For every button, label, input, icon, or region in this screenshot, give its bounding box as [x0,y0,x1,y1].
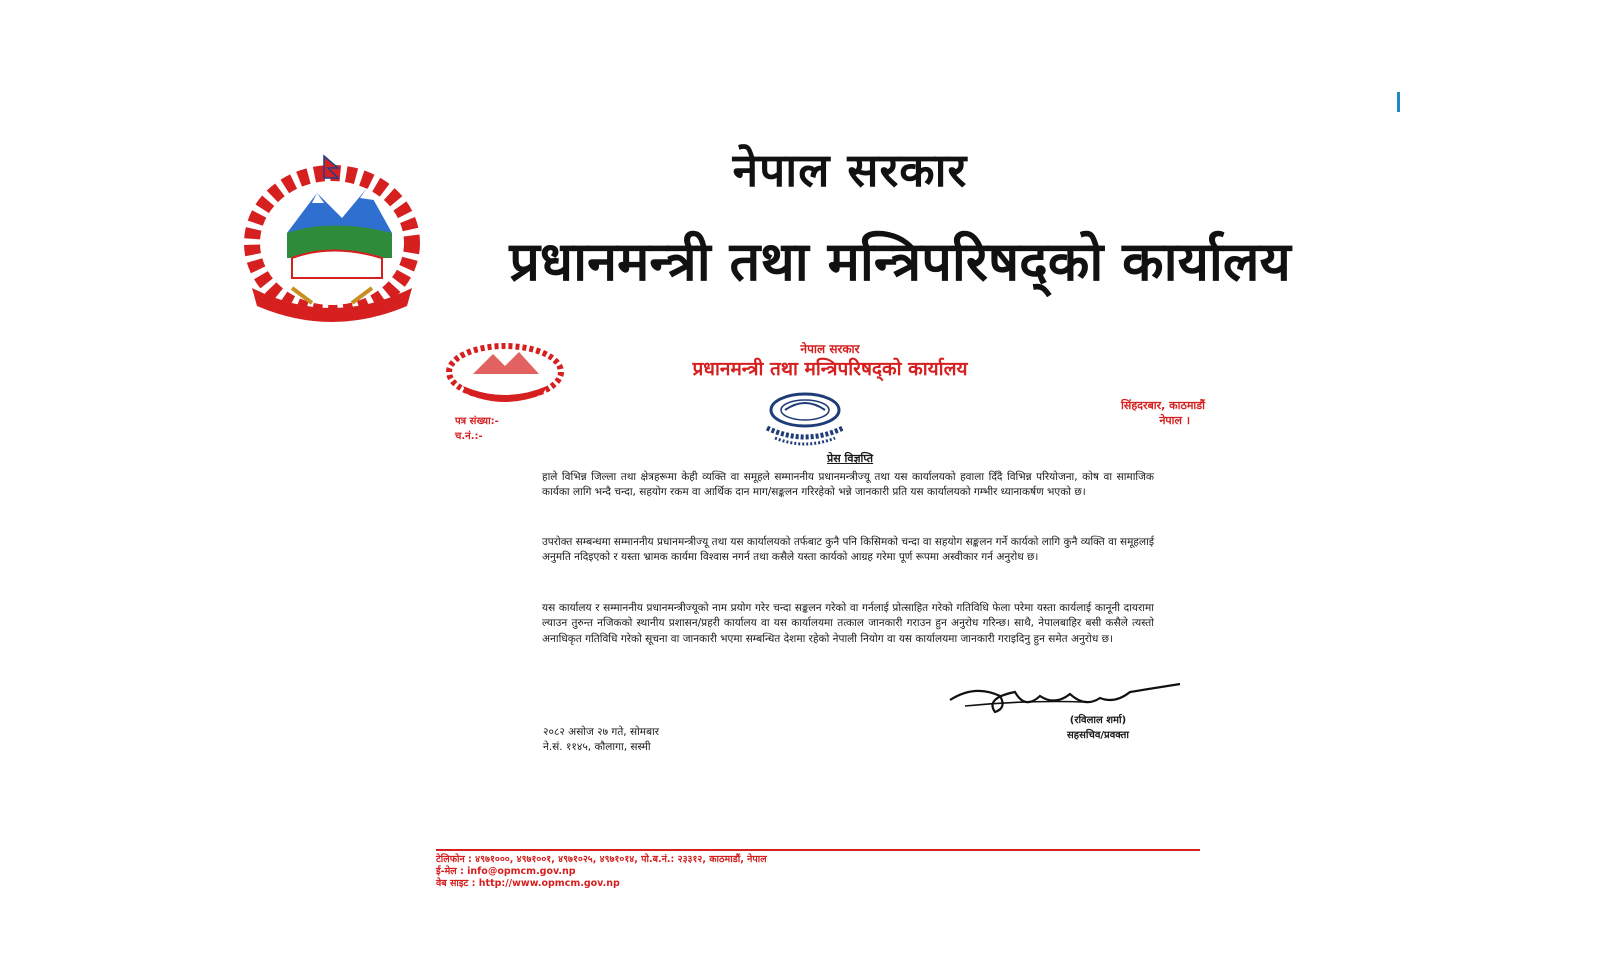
letter-number-label: पत्र संख्या:- [455,416,499,427]
letterhead-emblem-icon [443,340,567,404]
footer-website-link[interactable]: वेब साइट : http://www.opmcm.gov.np [436,878,620,889]
dispatch-number-label: च.नं.:- [455,431,483,442]
letterhead-address-line1: सिंहदरबार, काठमाडौं [1121,399,1205,412]
notice-date-ns: ने.सं. ११४५, कौलागा, सस्मी [543,741,651,753]
footer-email-link[interactable]: ई-मेल : info@opmcm.gov.np [436,866,576,877]
notice-paragraph: उपरोक्त सम्बन्धमा सम्माननीय प्रधानमन्त्रीज्यू तथा यस कार्यालयको तर्फबाट कुनै पनि किसिमको चन्दा वा सहयोग सङ्कलन गर्ने कार्यको लागि कुनै व्यक्ति वा समूहलाई अनुमति नदिइएको र यस्ता भ्रामक कार्यमा विश्वास नगर्न तथा कसैले यस्ता कार्यको आग्रह गरेमा पूर्ण रूपमा अस्वीकार गर्न अनुरोध छ। [542,536,1154,564]
notice-date-bs: २०८२ असोज २७ गते, सोमबार [543,726,660,738]
office-seal-icon [745,388,865,450]
signer-title: सहसचिव/प्रवक्ता [1067,730,1129,741]
signer-name: (रविलाल शर्मा) [1069,715,1127,726]
notice-paragraph: यस कार्यालय र सम्माननीय प्रधानमन्त्रीज्यूको नाम प्रयोग गरेर चन्दा सङ्कलन गरेको वा गर्नलाई प्रोत्साहित गरेको गतिविधि फेला परेमा यस्ता कार्यलाई कानूनी दायरामा ल्याउन तुरुन्त नजिकको स्थानीय प्रशासन/प्रहरी कार्यालय वा यस कार्यालयमा तत्काल जानकारी गराउन हुन अनुरोध गरिन्छ। साथै, नेपालबाहिर बसी कसैले त्यस्तो अनाधिकृत गतिविधि गरेको सूचना वा जानकारी भएमा सम्बन्धित देशमा रहेको नेपाली नियोग वा यस कार्यालयमा जानकारी गराइदिनु हुन समेत अनुरोध छ। [542,602,1154,645]
nepal-emblem-icon [232,148,432,328]
letterhead-government-title: नेपाल सरकार [800,342,860,356]
letterhead-office-title: प्रधानमन्त्री तथा मन्त्रिपरिषद्को कार्यालय [692,358,968,380]
footer-phone: टेलिफोन : ४९७१०००, ४९७१००१, ४९७१०२५, ४९७१०१४, पो.ब.नं.: २३३१२, काठमाडौं, नेपाल [436,854,767,865]
banner-government-title: नेपाल सरकार [732,143,968,197]
banner-office-title: प्रधानमन्त्री तथा मन्त्रिपरिषद्को कार्यालय [509,230,1291,293]
press-release-title: प्रेस विज्ञप्ति [826,452,874,465]
letterhead-address-line2: नेपाल । [1159,414,1190,427]
text-cursor-mark [1397,92,1400,112]
footer-divider [436,849,1200,851]
notice-paragraph: हाले विभिन्न जिल्ला तथा क्षेत्रहरूमा केही व्यक्ति वा समूहले सम्माननीय प्रधानमन्त्रीज्यू तथा यस कार्यालयको हवाला दिँदै विभिन्न परियोजना, कोष वा सामाजिक कार्यका लागि भन्दै चन्दा, सहयोग रकम वा आर्थिक दान माग/सङ्कलन गरिरहेको भन्ने जानकारी प्रति यस कार्यालयको गम्भीर ध्यानाकर्षण भएको छ। [542,471,1154,499]
